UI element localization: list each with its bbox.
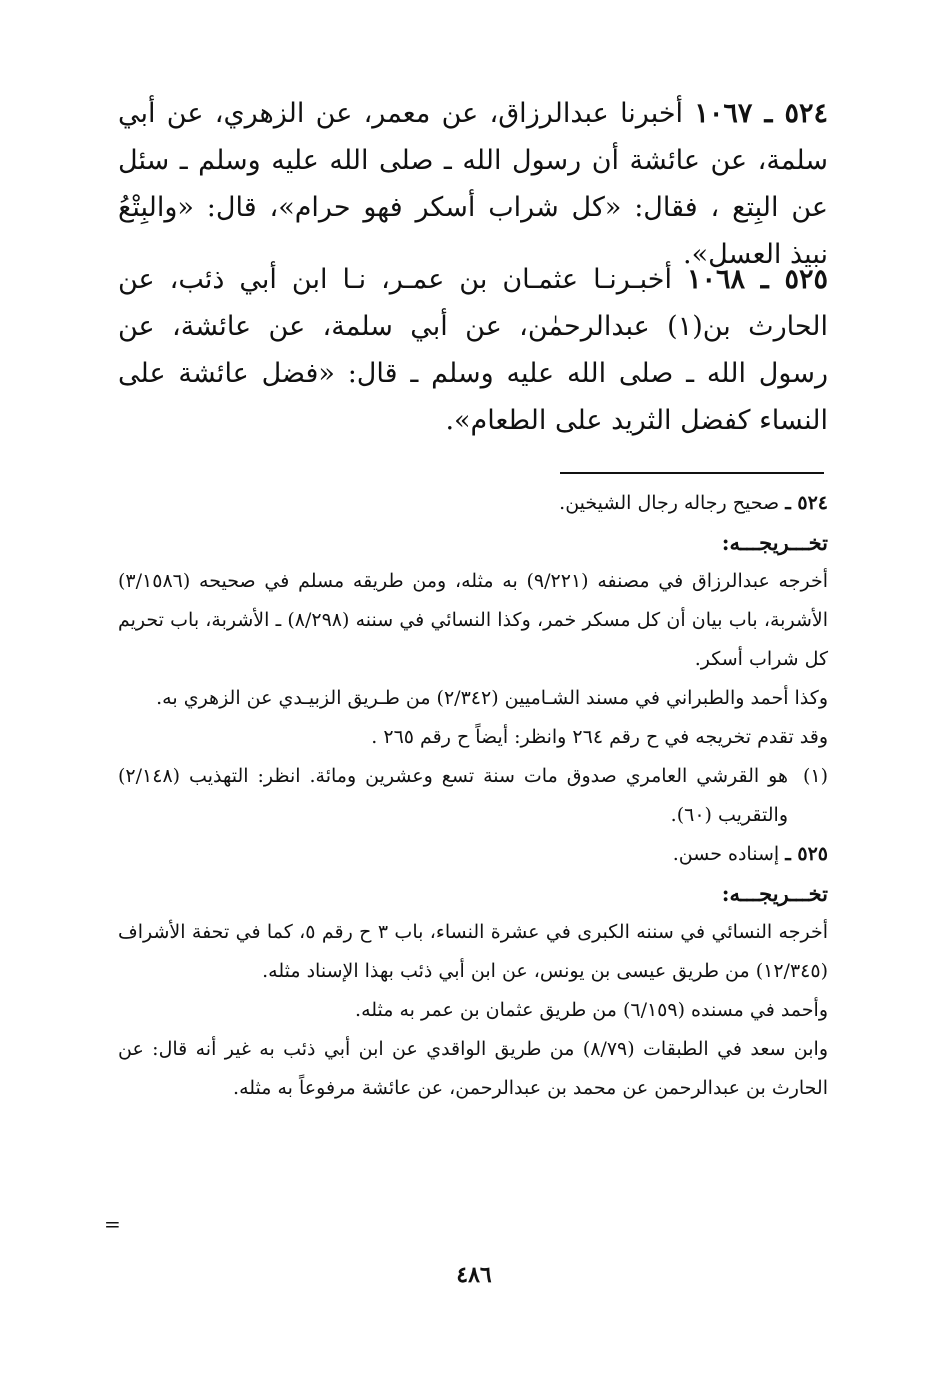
note-525-grade [118,835,828,874]
note-524-paragraph: أخرجه عبدالرزاق في مصنفه (٩/٢٢١) به مثله، ومن طريقه مسلم في صحيحه (٣/١٥٨٦) الأشربة، باب بيان أن كل مسكر خمر، وكذا النسائي في سننه (٨/٢٩٨) ـ الأشربة، باب تحريم كل شراب أسكر. [118,570,828,670]
page-number: ٤٨٦ [456,1262,492,1288]
hadith-text: أخبـرنـا عثمـان بن عمـر، نـا ابن أبي ذئب، عن الحارث بن(١) عبدالرحمٰن، عن أبي سلمة، عن عائشة، عن رسول الله ـ صلى الله عليه وسلم ـ قال: «فضل عائشة على النساء كفضل الثريد على الطعام». [118,264,829,436]
hadith-number: ٥٢٥ ـ ١٠٦٨ [686,264,828,295]
footnotes [118,484,828,1108]
footnote-separator [560,472,824,474]
footnote-1 [118,757,828,835]
note-525-paragraph: وابن سعد في الطبقات (٨/٧٩) من طريق الواقدي عن ابن أبي ذئب به غير أنه قال: عن الحارث بن عبدالرحمن عن محمد بن عبدالرحمن، عن عائشة مرفوعاً به مثله. [118,1038,828,1099]
takhrij-heading: تخـــريجـــه: [721,881,828,906]
note-524-paragraph: وكذا أحمد والطبراني في مسند الشـاميين (٢/٣٤٢) من طـريق الزبيـدي عن الزهري به. [156,687,828,709]
footnote-marker: (١) [802,765,828,787]
hadith-number: ٥٢٤ ـ ١٠٦٧ [694,98,828,129]
continuation-mark: = [104,1212,121,1236]
note-524-grade [118,484,828,523]
hadith-525 [118,256,828,444]
note-525-paragraph: أخرجه النسائي في سننه الكبرى في عشرة النساء، باب ٣ ح رقم ٥، كما في تحفة الأشراف (١٢/٣٤٥) من طريق عيسى بن يونس، عن ابن أبي ذئب بهذا الإسناد مثله. [118,921,828,982]
footnote-text: هو القرشي العامري صدوق مات سنة تسع وعشرين ومائة. انظر: التهذيب (٢/١٤٨) والتقريب (٦٠). [118,765,788,826]
grade-text: صحيح رجاله رجال الشيخين. [559,492,780,514]
takhrij-heading: تخـــريجـــه: [721,530,828,555]
note-number: ٥٢٤ ـ [785,492,828,514]
note-524-paragraph: وقد تقدم تخريجه في ح رقم ٢٦٤ وانظر: أيضاً ح رقم ٢٦٥ . [371,726,828,748]
hadith-text: أخبرنا عبدالرزاق، عن معمر، عن الزهري، عن أبي سلمة، عن عائشة أن رسول الله ـ صلى الله عليه وسلم ـ سئل عن البِتع ، فقال: «كل شراب أسكر فهو حرام»، قال: «والبِتْعُ نبيذ العسل». [118,98,828,270]
note-525-paragraph: وأحمد في مسنده (٦/١٥٩) من طريق عثمان بن عمر به مثله. [355,999,828,1021]
grade-text: إسناده حسن. [672,843,780,865]
note-number: ٥٢٥ ـ [785,843,828,865]
hadith-524 [118,90,828,278]
